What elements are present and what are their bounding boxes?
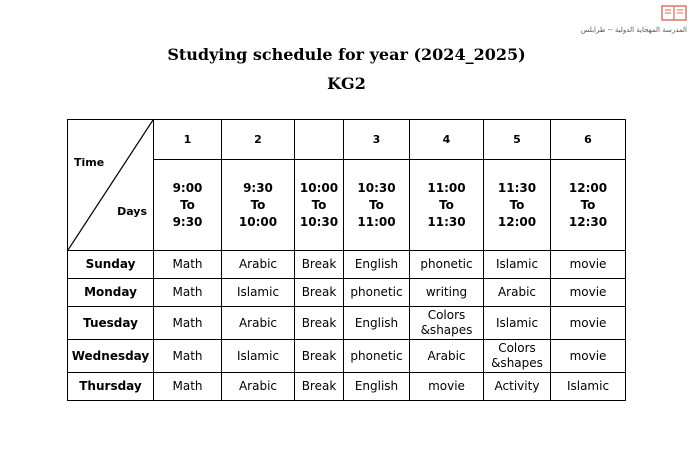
schedule-row-sunday (68, 251, 626, 279)
subject-cell: Islamic (484, 251, 551, 279)
time-to-label: To (580, 197, 596, 212)
time-to-label: To (180, 197, 195, 212)
subject-cell: Islamic (222, 340, 295, 373)
period-time-cell (484, 160, 551, 251)
subject-cell: Break (295, 251, 344, 279)
subject-cell: Arabic (484, 279, 551, 307)
subject-cell: Break (295, 279, 344, 307)
period-time-cell (410, 160, 484, 251)
time-from: 12:00 (568, 180, 608, 195)
corner-header-cell (68, 120, 154, 251)
time-to: 12:30 (568, 214, 608, 229)
subject-cell: Math (154, 279, 222, 307)
time-from: 9:00 (172, 180, 203, 195)
period-time-cell (222, 160, 295, 251)
page-title: Studying schedule for year (2024_2025) (167, 45, 526, 64)
subject-cell: Math (154, 251, 222, 279)
time-to-label: To (250, 197, 266, 212)
day-label: Thursday (68, 373, 154, 401)
time-from: 9:30 (243, 180, 273, 195)
subject-cell: Arabic (410, 340, 484, 373)
time-from: 11:30 (497, 180, 537, 195)
subject-cell: phonetic (344, 279, 410, 307)
period-number-row (68, 120, 626, 160)
subject-cell: movie (551, 340, 626, 373)
subject-cell: Math (154, 340, 222, 373)
time-to-label: To (439, 197, 454, 212)
time-to: 9:30 (172, 214, 203, 229)
subject-cell: English (344, 251, 410, 279)
subject-cell: Islamic (484, 307, 551, 340)
time-to-label: To (311, 197, 327, 212)
day-label: Monday (68, 279, 154, 307)
period-number: 4 (410, 120, 484, 160)
class-name: KG2 (327, 74, 366, 93)
period-number: 2 (222, 120, 295, 160)
period-time-cell (295, 160, 344, 251)
subject-cell: movie (551, 251, 626, 279)
school-name: المدرسة المهجاية الدولية -- طرابلس (580, 26, 687, 34)
period-time-cell (344, 160, 410, 251)
corner-days-label: Days (117, 205, 147, 218)
time-to: 10:00 (238, 214, 278, 229)
day-label: Tuesday (68, 307, 154, 340)
time-to-label: To (369, 197, 384, 212)
subject-cell: movie (551, 279, 626, 307)
period-number (295, 120, 344, 160)
subject-cell: Activity (484, 373, 551, 401)
period-number: 1 (154, 120, 222, 160)
period-time-cell (551, 160, 626, 251)
school-logo (557, 5, 689, 35)
schedule-row-thursday (68, 373, 626, 401)
subject-cell: English (344, 373, 410, 401)
schedule-table (67, 119, 626, 401)
subject-cell: Colors &shapes (484, 340, 551, 373)
time-to-label: To (509, 197, 525, 212)
subject-cell: Arabic (222, 373, 295, 401)
day-label: Wednesday (68, 340, 154, 373)
period-number: 6 (551, 120, 626, 160)
subject-cell: Math (154, 373, 222, 401)
subject-cell: movie (551, 307, 626, 340)
period-number: 3 (344, 120, 410, 160)
time-from: 10:30 (357, 180, 396, 195)
subject-cell: Islamic (222, 279, 295, 307)
book-logo-icon (661, 5, 687, 23)
time-to: 11:00 (357, 214, 396, 229)
subject-cell: English (344, 307, 410, 340)
corner-diagonal (68, 120, 153, 250)
period-number: 5 (484, 120, 551, 160)
subject-cell: movie (410, 373, 484, 401)
subject-cell: Math (154, 307, 222, 340)
subject-cell: Break (295, 340, 344, 373)
schedule-row-tuesday (68, 307, 626, 340)
subject-cell: Break (295, 373, 344, 401)
subject-cell: Colors &shapes (410, 307, 484, 340)
subject-cell: writing (410, 279, 484, 307)
day-label: Sunday (68, 251, 154, 279)
time-to: 12:00 (497, 214, 537, 229)
subject-cell: Break (295, 307, 344, 340)
time-to: 10:30 (299, 214, 339, 229)
subject-cell: Arabic (222, 251, 295, 279)
corner-time-label: Time (74, 156, 105, 169)
subject-cell: phonetic (344, 340, 410, 373)
schedule-row-monday (68, 279, 626, 307)
subject-cell: phonetic (410, 251, 484, 279)
subject-cell: Islamic (551, 373, 626, 401)
time-from: 10:00 (299, 180, 339, 195)
subject-cell: Arabic (222, 307, 295, 340)
period-time-cell (154, 160, 222, 251)
schedule-row-wednesday (68, 340, 626, 373)
time-to: 11:30 (427, 214, 466, 229)
time-from: 11:00 (427, 180, 466, 195)
